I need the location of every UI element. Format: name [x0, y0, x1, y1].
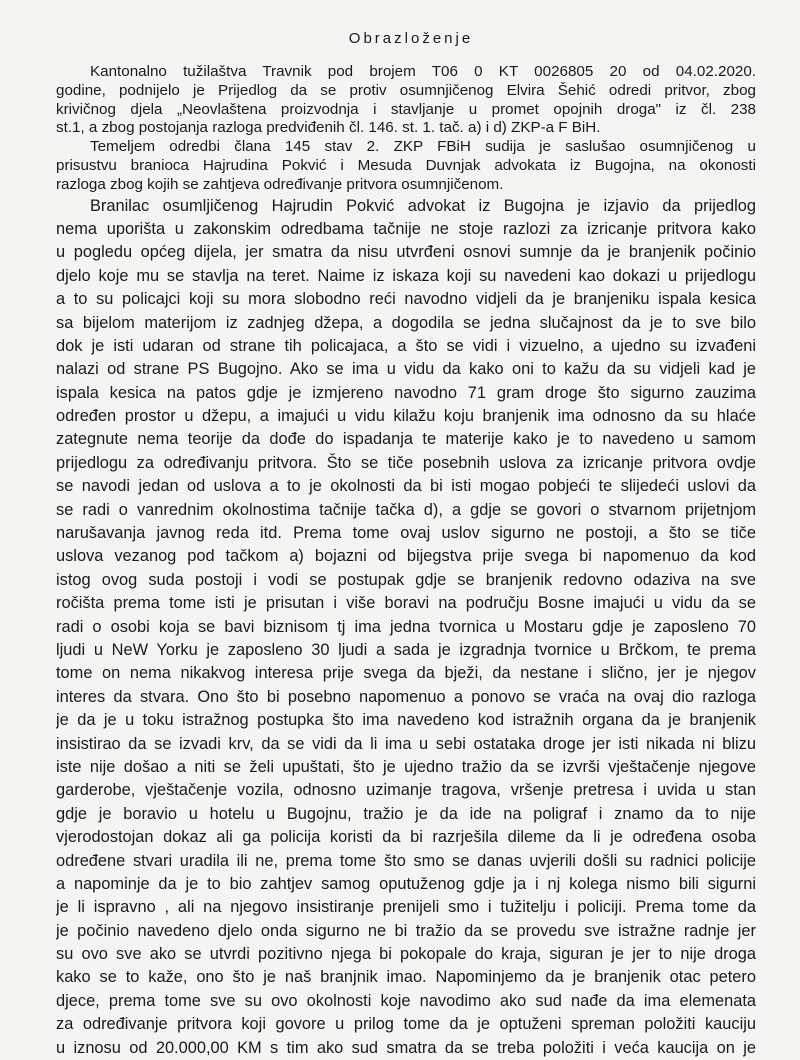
- text-line: narušavanja javnog reda itd. Prema tome ovaj uslov sigurno ne postoji, a što se tiče: [56, 524, 756, 543]
- text-line: Temeljem odredbi člana 145 stav 2. ZKP FBiH sudija je saslušao osumnjičenog u: [90, 138, 756, 156]
- paragraph-prosecution-request: [56, 63, 756, 138]
- text-line: vjerodostojan dokaz ali ga policija koristi da bi razrješila dileme da li je određena osoba: [56, 828, 756, 847]
- text-line: ljudi u NeW Yorku je zaposleno 30 ljudi a sada je izgradnja tvornice u Brčkom, te prema: [56, 641, 756, 659]
- text-line: zategnute nema teorije da dođe do ispadanja te materije kako je to navedeno u samom: [56, 430, 756, 449]
- text-line: Branilac osumljičenog Hajrudin Pokvić advokat iz Bugojna je izjavio da prijedlog: [90, 196, 756, 215]
- text-line: uslova vezanog pod tačkom a) bojazni od bijegstva prije svega bi napomenuo da kod: [56, 547, 756, 566]
- text-line: određen prostor u džepu, a imajući u vidu kilažu koju branjenik ima odnosno da su hlaće: [56, 407, 756, 426]
- text-line: sa bijelom materijom iz zadnjeg džepa, a dogodila se jedna slučajnost da je to sve bilo: [56, 313, 756, 332]
- text-line: istog ovog suda postoji i vodi se postupak gdje se branjenik redovno odaziva na sve: [56, 570, 756, 589]
- text-line: a napominje da je to bio zahtjev samog oputuženog gdje ja i nj kolega nismo bili sigurni: [56, 874, 756, 893]
- text-line: djece, prema tome sve su ovo okolnosti koje navodimo ako sud nađe da ima elemenata: [56, 991, 756, 1010]
- text-line: je li ispravno , ali na njegovo insistiranje prenijeli smo i tužitelju i policiji. Prema tome da: [56, 898, 756, 917]
- text-line: u iznosu od 20.000,00 KM s tim ako sud smatra da se treba položiti i veća kaucija on je: [56, 1038, 756, 1057]
- document-heading: Obrazloženje: [348, 30, 474, 47]
- text-line: dok je isti udaran od strane tih policajaca, a što se vidi i vizuelno, a ujedno su izvađeni: [56, 336, 756, 355]
- text-line: a to su policajci koji su mora slobodno reći navodno vidjeli da je branjeniku ispala kesica: [56, 290, 756, 309]
- text-line: u pogledu općeg dijela, jer smatra da nisu utvrđeni osnovi sumnje da je branjenik počinio: [56, 243, 756, 262]
- text-line: gdje je boravio u hotelu u Bugojnu, tražio je da ide na poligraf i znamo da to nije: [56, 804, 756, 823]
- text-line: st.1, a zbog postojanja razloga predviđenih čl. 146. st. 1. tač. a) i d) ZKP-a F BiH.: [56, 119, 601, 137]
- text-line: ročišta prema tome isti je prisutan i više boravi na području Bosne imajući u vidu da se: [56, 594, 756, 613]
- paragraph-defense-statement: [56, 195, 756, 1060]
- text-line: interes da stvara. Ono što bi posebno napomenuo a ponovo se vraća na ovaj dio razloga: [56, 687, 756, 706]
- text-line: Kantonalno tužilaštva Travnik pod brojem T06 0 KT 0026805 20 od 04.02.2020.: [90, 63, 756, 80]
- text-line: razloga zbog kojih se zahtjeva određivanje pritvora osumnjičenom.: [56, 175, 504, 193]
- text-line: je da je u toku istražnog postupka što ima navedeno kod istražnih organa da je branjenik: [56, 711, 756, 730]
- text-line: nema uporišta u zakonskim odredbama tačnije ne stoje razlozi za izricanje pritvora kako: [56, 219, 756, 238]
- text-line: je počinio navedeno djelo onda sigurno ne bi tražio da se provedu sve istražne radnje jer: [56, 921, 756, 940]
- text-line: su ovo sve ako se utvrdi pozitivno njega bi pokopale do kraja, siguran je jer to nije droga: [56, 945, 756, 964]
- text-line: radi o osobi koja se bavi biznisom tj ima jedna tvornica u Mostaru gdje je zaposleno 70: [56, 617, 756, 636]
- text-line: ispala kesica na patos gdje je izmjereno navodno 71 gram droge što sigurno zauzima: [56, 383, 756, 402]
- text-line: krivičnog djela „Neovlaštena proizvodnja i stavljanje u promet opojnih droga" iz čl. 238: [56, 100, 756, 118]
- text-line: kako se to kaže, ono što je naš branjnik imao. Napominjemo da je branjenik otac petero: [56, 968, 756, 987]
- text-line: nalazi od strane PS Bugojno. Ako se ima u vidu da kako oni to kažu da su vidjeli kad je: [56, 360, 756, 379]
- text-line: iste nije došao a niti se želi upuštati, što je ujedno tražio da se izvrši vještačenje njegove: [56, 757, 756, 776]
- text-line: djelo koje mu se stavlja na teret. Naime iz iskaza koji su navedeni kao dokazi u prijedlogu: [56, 266, 756, 285]
- text-line: određene stvari uradila ili ne, prema tome što smo se danas uvjerili došli su radnici policije: [56, 851, 756, 870]
- text-line: godine, podnijelo je Prijedlog da se protiv osumnjičenog Elvira Šehić odredi pritvor, zbog: [56, 81, 756, 99]
- text-line: prijedlogu za određivanju pritvora. Što se tiče posebnih uslova za izricanje pritvora ovdje: [56, 453, 756, 472]
- text-line: se navodi jedan od uslova a to je okolnosti da bi isti mogao pobjeći te slijedeći uslovi da: [56, 477, 756, 496]
- text-line: tome on nema nikakvog interesa prije svega da bježi, da nestane i slično, jer je njegov: [56, 664, 756, 683]
- text-line: insistirao da se izvadi krv, da se vidi da li ima u sebi ostataka droge jer isti nikada ni blizu: [56, 734, 756, 753]
- text-line: za određivanje pritvora koji govore u prilog tome da je optuženi spreman položiti kauciju: [56, 1015, 756, 1034]
- text-line: garderobe, vještačenje vozila, odnosno uzimanje tragova, vršenje pretresa i uvida u stan: [56, 781, 756, 800]
- text-line: se radi o vanrednim okolnostima tačnije tačka d), a gdje se govori o stvarnom prijetnjom: [56, 500, 756, 519]
- text-line: prisustvu branioca Hajrudina Pokvić i Mesuda Duvnjak advokata iz Bugojna, na okonosti: [56, 156, 756, 174]
- paragraph-hearing: [56, 138, 756, 194]
